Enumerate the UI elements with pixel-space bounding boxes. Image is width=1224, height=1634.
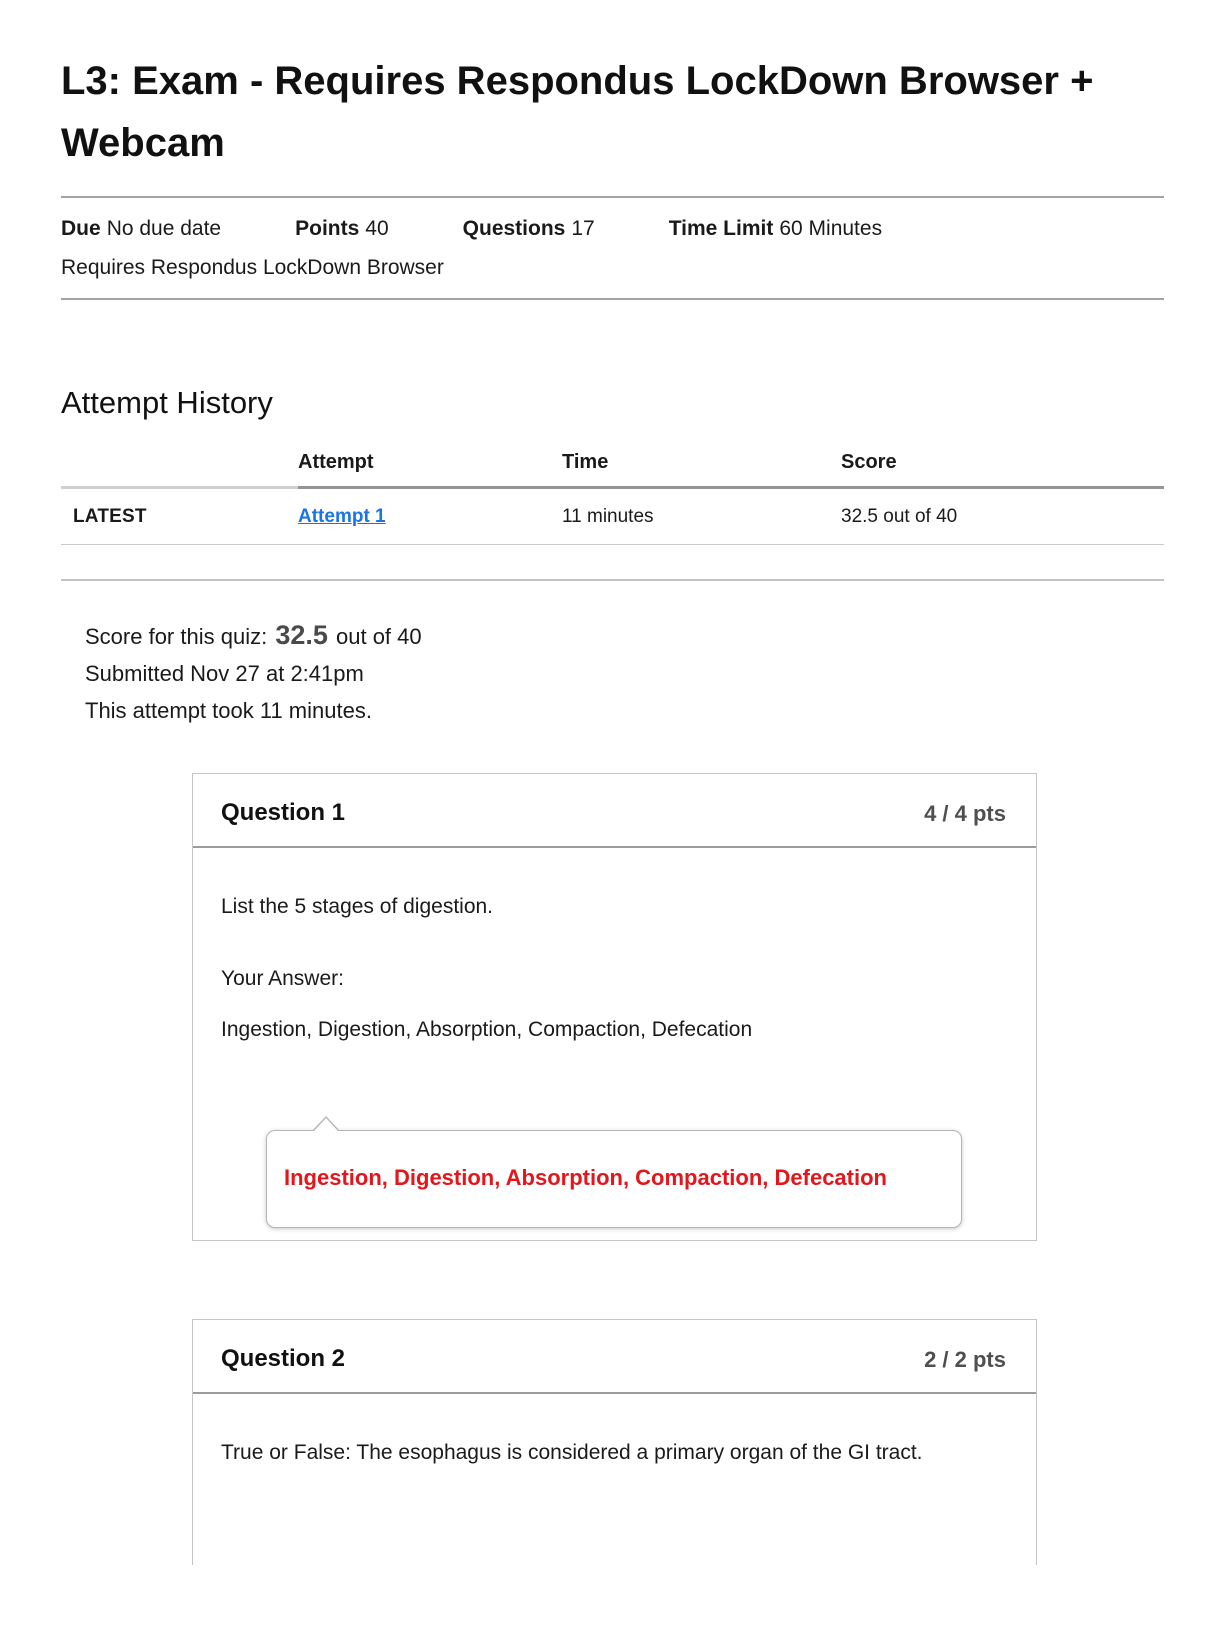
lockdown-requirement-note: Requires Respondus LockDown Browser: [61, 256, 444, 279]
meta-due: [61, 215, 221, 243]
correct-answer-bubble: [266, 1130, 962, 1228]
duration-line: This attempt took 11 minutes.: [85, 698, 372, 723]
divider: [61, 196, 1164, 198]
your-answer-label: Your Answer:: [221, 967, 344, 990]
question-1-title: Question 1: [221, 799, 346, 826]
score-prefix: Score for this quiz:: [85, 624, 268, 649]
score-line: [85, 617, 1164, 655]
question-2-prompt: True or False: The esophagus is considered a primary organ of the GI tract.: [221, 1441, 923, 1464]
question-1-header: [193, 774, 1036, 848]
question-2-title: Question 2: [221, 1345, 346, 1372]
attempt-row-score: 32.5 out of 40: [841, 489, 1164, 545]
question-2-body: [193, 1394, 1036, 1470]
column-header-time: Time: [562, 450, 841, 489]
meta-due-value: No due date: [106, 217, 222, 240]
correct-answer-text: Ingestion, Digestion, Absorption, Compaction, Defecation: [284, 1165, 887, 1190]
quiz-meta-row: [61, 215, 1164, 243]
attempt-row-time: 11 minutes: [562, 489, 841, 545]
meta-time-limit: [669, 215, 882, 243]
submitted-line: Submitted Nov 27 at 2:41pm: [85, 661, 364, 686]
score-suffix: out of 40: [336, 624, 422, 649]
question-1-points: 4 / 4 pts: [924, 801, 1006, 826]
question-1-card: [192, 773, 1037, 1241]
attempt-history-table: [61, 450, 1164, 545]
meta-questions: [463, 215, 595, 243]
divider: [61, 298, 1164, 300]
score-value: 32.5: [275, 620, 328, 650]
meta-points: [295, 215, 389, 243]
question-2-header: [193, 1320, 1036, 1394]
column-header-score: Score: [841, 450, 1164, 489]
question-1-body: [193, 848, 1036, 1228]
question-2-points: 2 / 2 pts: [924, 1347, 1006, 1372]
attempt-1-link[interactable]: Attempt 1: [298, 506, 386, 527]
quiz-score-summary: [85, 617, 1164, 729]
question-2-card: [192, 1319, 1037, 1565]
attempt-row-attempt-cell: [298, 489, 562, 545]
attempt-row-label: LATEST: [61, 489, 298, 545]
column-header-attempt: Attempt: [298, 450, 562, 489]
quiz-results-page: [0, 50, 1224, 1605]
meta-questions-label: Questions: [462, 217, 566, 240]
attempt-history-heading: Attempt History: [61, 385, 273, 420]
meta-time-limit-value: 60 Minutes: [779, 217, 883, 240]
meta-due-label: Due: [61, 217, 101, 240]
meta-time-limit-label: Time Limit: [668, 217, 774, 240]
question-1-prompt: List the 5 stages of digestion.: [221, 895, 494, 918]
meta-points-label: Points: [295, 217, 360, 240]
column-header-blank: [61, 450, 298, 489]
meta-questions-value: 17: [571, 217, 595, 240]
your-answer-text: Ingestion, Digestion, Absorption, Compaction, Defecation: [221, 1018, 753, 1041]
meta-points-value: 40: [365, 217, 389, 240]
divider: [61, 579, 1164, 581]
page-title: L3: Exam - Requires Respondus LockDown Browser + Webcam: [61, 59, 1094, 165]
